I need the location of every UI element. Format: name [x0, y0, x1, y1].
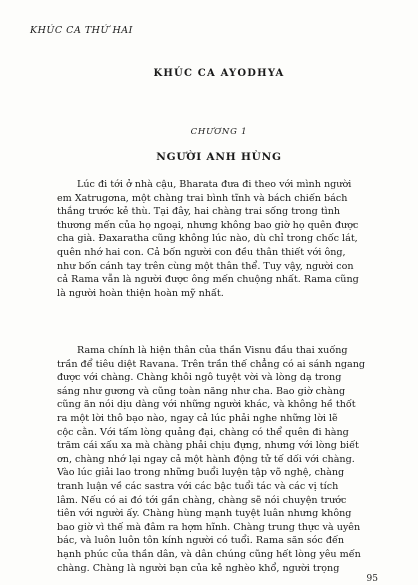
text-line: quên nhớ hai con. Cả bốn người con đều thân thiết với ông, — [57, 246, 346, 258]
text-line: cả Rama vẫn là người được ông mến chuộng nhất. Rama cũng — [57, 274, 359, 286]
text-line: cộc cằn. Với tấm lòng quảng đại, chàng có thể quên đi hàng — [57, 426, 349, 438]
text-line: trần để tiêu diệt Ravana. Trên trần thế chẳng có ai sánh ngang — [57, 358, 366, 370]
page-number: 95 — [366, 574, 378, 584]
text-line: cũng ăn nói dịu dàng với những người khác, và không hề thốt — [57, 399, 356, 411]
text-line: thắng trước kẻ thù. Tại đây, hai chàng trai sống trong tình — [57, 206, 341, 218]
running-header: KHÚC CA THỨ HAI — [30, 25, 133, 36]
paragraph-1 — [57, 178, 393, 300]
text-line: cha già. Đaxaratha cũng không lúc nào, dù chỉ trong chốc lát, — [57, 233, 358, 245]
text-line: Vào lúc giải lao trong những buổi luyện tập võ nghệ, chàng — [57, 467, 345, 479]
text-line: bao giờ vì thế mà đâm ra hợm hĩnh. Chàng trung thực và uyên — [57, 521, 361, 533]
text-line: em Xatrugơna, một chàng trai bình tĩnh và bách chiến bách — [57, 192, 348, 204]
text-line: Rama chính là hiện thân của thần Visnu đầu thai xuống — [77, 345, 348, 356]
text-line: hạnh phúc của thần dân, và dân chúng cũng hết lòng yêu mến — [57, 548, 361, 560]
text-line: tranh luận về các sastra với các bậc tuổi tác và các vị tích — [57, 480, 339, 492]
paragraph-2 — [57, 344, 393, 575]
text-line: tiên với người ấy. Chàng hùng mạnh tuyệt luân nhưng không — [57, 508, 352, 520]
text-line: là người hoàn thiện hoàn mỹ nhất. — [57, 287, 224, 299]
book-title: KHÚC CA AYODHYA — [153, 68, 285, 79]
text-line: ra một lời thô bạo nào, ngay cả lúc phải nghe những lời lẽ — [57, 412, 338, 424]
text-line: lâm. Nếu có ai đó tới gần chàng, chàng sẽ nói chuyện trước — [57, 494, 347, 506]
text-line: thương mến của họ ngoại, nhưng không bao giờ họ quên được — [57, 219, 359, 231]
text-line: ơn, chàng nhớ lại ngay cả một hành động tử tế dối với chàng. — [57, 453, 355, 465]
chapter-label: CHƯƠNG 1 — [190, 127, 248, 137]
text-line: bác, và luôn luôn tôn kính người có tuổi. Rama săn sóc đến — [57, 535, 345, 547]
text-line: sáng như gương và cũng toàn năng như cha. Bao giờ chàng — [57, 385, 346, 397]
text-line: được với chàng. Chàng khôi ngô tuyệt vời và lòng dạ trong — [57, 372, 342, 384]
text-line: chàng. Chàng là người bạn của kẻ nghèo khổ, người trọng — [57, 562, 340, 574]
text-line: trăm cái xấu xa mà chàng phải chịu đựng, nhưng với lòng biết — [57, 440, 359, 452]
chapter-title: NGƯỜI ANH HÙNG — [156, 151, 282, 163]
text-line: như bốn cánh tay trên cùng một thân thể. Tuy vậy, người con — [57, 260, 354, 272]
text-line: Lúc đi tới ở nhà cậu, Bharata đưa đi theo với mình người — [77, 179, 352, 190]
